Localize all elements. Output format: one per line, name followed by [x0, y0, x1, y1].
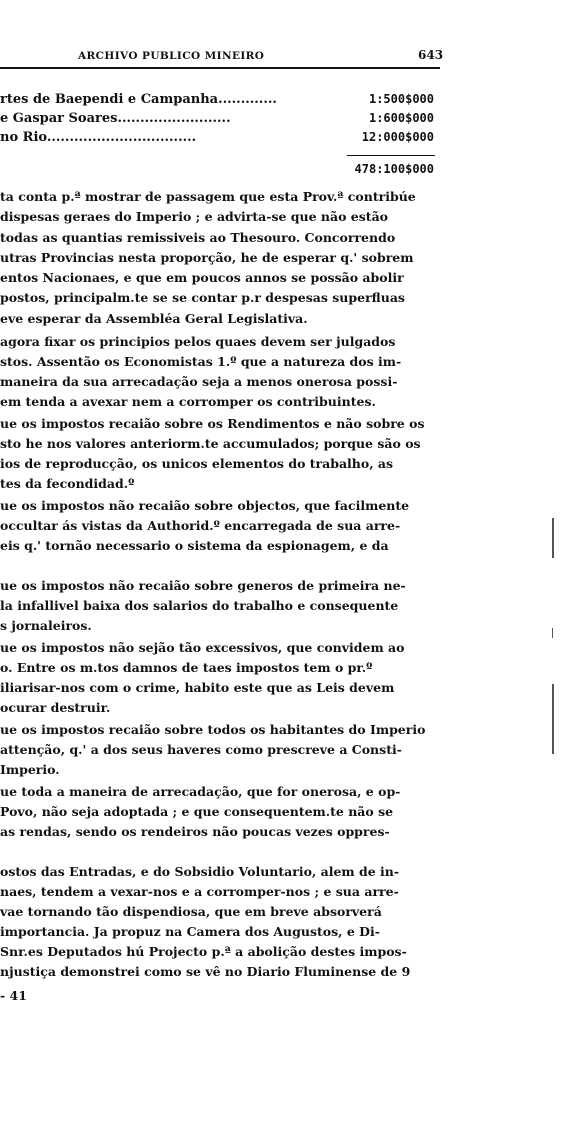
text-line: stos. Assentão os Economistas 1.º que a natureza dos im-: [0, 354, 402, 369]
text-line: ue os impostos recaião sobre todos os habitantes do Imperio: [0, 722, 426, 737]
scan-artifact: [552, 518, 554, 558]
text-line: utras Provincias nesta proporção, he de esperar q.' sobrem: [0, 250, 414, 265]
text-line: njustiça demonstrei como se vê no Diario Fluminense de 9: [0, 964, 411, 979]
text-line: vae tornando tão dispendiosa, que em breve absorverá: [0, 904, 382, 919]
text-line: dispesas geraes do Imperio ; e advirta-se que não estão: [0, 209, 389, 224]
text-line: em tenda a avexar nem a corromper os contribuintes.: [0, 394, 376, 409]
ledger-row: [0, 92, 440, 109]
ledger-total: 478:100$000: [354, 162, 434, 176]
header-rule: [0, 67, 440, 69]
ledger-amount: 1:600$000: [368, 111, 434, 125]
text-line: as rendas, sendo os rendeiros não poucas vezes oppres-: [0, 824, 390, 839]
ledger-label: no Rio.................................: [0, 130, 197, 145]
text-line: attenção, q.' a dos seus haveres como prescreve a Consti-: [0, 742, 402, 757]
text-line: occultar ás vistas da Authorid.º encarregada de sua arre-: [0, 518, 401, 533]
ledger-label: e Gaspar Soares.........................: [0, 111, 231, 126]
ledger-row: [0, 111, 440, 128]
text-line: s jornaleiros.: [0, 618, 92, 633]
text-line: ios de reproducção, os unicos elementos do trabalho, as: [0, 456, 394, 471]
text-line: agora fixar os principios pelos quaes devem ser julgados: [0, 334, 396, 349]
text-line: ostos das Entradas, e do Sobsidio Voluntario, alem de in-: [0, 864, 400, 879]
ledger-amount: 1:500$000: [368, 92, 434, 106]
text-line: ue os impostos não sejão tão excessivos, que convidem ao: [0, 640, 405, 655]
ledger-label: rtes de Baependi e Campanha.............: [0, 92, 277, 107]
text-line: maneira da sua arrecadação seja a menos onerosa possi-: [0, 374, 398, 389]
text-line: la infallivel baixa dos salarios do trabalho e consequente: [0, 598, 399, 613]
text-line: sto he nos valores anteriorm.te accumulados; porque são os: [0, 436, 421, 451]
running-header-title: ARCHIVO PUBLICO MINEIRO: [78, 50, 265, 62]
text-line: o. Entre os m.tos damnos de taes impostos tem o pr.º: [0, 660, 373, 675]
text-line: ocurar destruir.: [0, 700, 111, 715]
ledger-row: [0, 130, 440, 147]
text-line: naes, tendem a vexar-nos e a corromper-nos ; e sua arre-: [0, 884, 399, 899]
text-line: ue os impostos não recaião sobre generos de primeira ne-: [0, 578, 406, 593]
text-line: todas as quantias remissiveis ao Thesouro. Concorrendo: [0, 230, 396, 245]
page-number: 643: [418, 48, 444, 62]
text-line: eis q.' tornão necessario o sistema da espionagem, e da: [0, 538, 389, 553]
text-line: ue os impostos recaião sobre os Rendimentos e não sobre os: [0, 416, 425, 431]
footer-mark: - 41: [0, 988, 27, 1003]
scan-artifact: [552, 684, 554, 754]
text-line: [0, 844, 440, 860]
text-line: tes da fecondidad.º: [0, 476, 135, 491]
text-line: ta conta p.ª mostrar de passagem que esta Prov.ª contribúe: [0, 189, 416, 204]
ledger-amount: 12:000$000: [361, 130, 434, 144]
total-rule: [347, 155, 435, 156]
text-line: Imperio.: [0, 762, 60, 777]
text-line: eve esperar da Assembléa Geral Legislativa.: [0, 311, 308, 326]
text-line: postos, principalm.te se se contar p.r despesas superfluas: [0, 290, 405, 305]
text-line: Snr.es Deputados hú Projecto p.ª a abolição destes impos-: [0, 944, 407, 959]
text-line: ue toda a maneira de arrecadação, que for onerosa, e op-: [0, 784, 401, 799]
scan-artifact: [552, 628, 553, 638]
text-line: [0, 558, 440, 574]
text-line: Povo, não seja adoptada ; e que consequentem.te não se: [0, 804, 394, 819]
text-line: entos Nacionaes, e que em poucos annos se possão abolir: [0, 270, 404, 285]
text-line: ue os impostos não recaião sobre objectos, que facilmente: [0, 498, 410, 513]
text-line: importancia. Ja propuz na Camera dos Augustos, e Di-: [0, 924, 380, 939]
text-line: iliarisar-nos com o crime, habito este que as Leis devem: [0, 680, 395, 695]
ledger-total-row: [0, 162, 440, 179]
